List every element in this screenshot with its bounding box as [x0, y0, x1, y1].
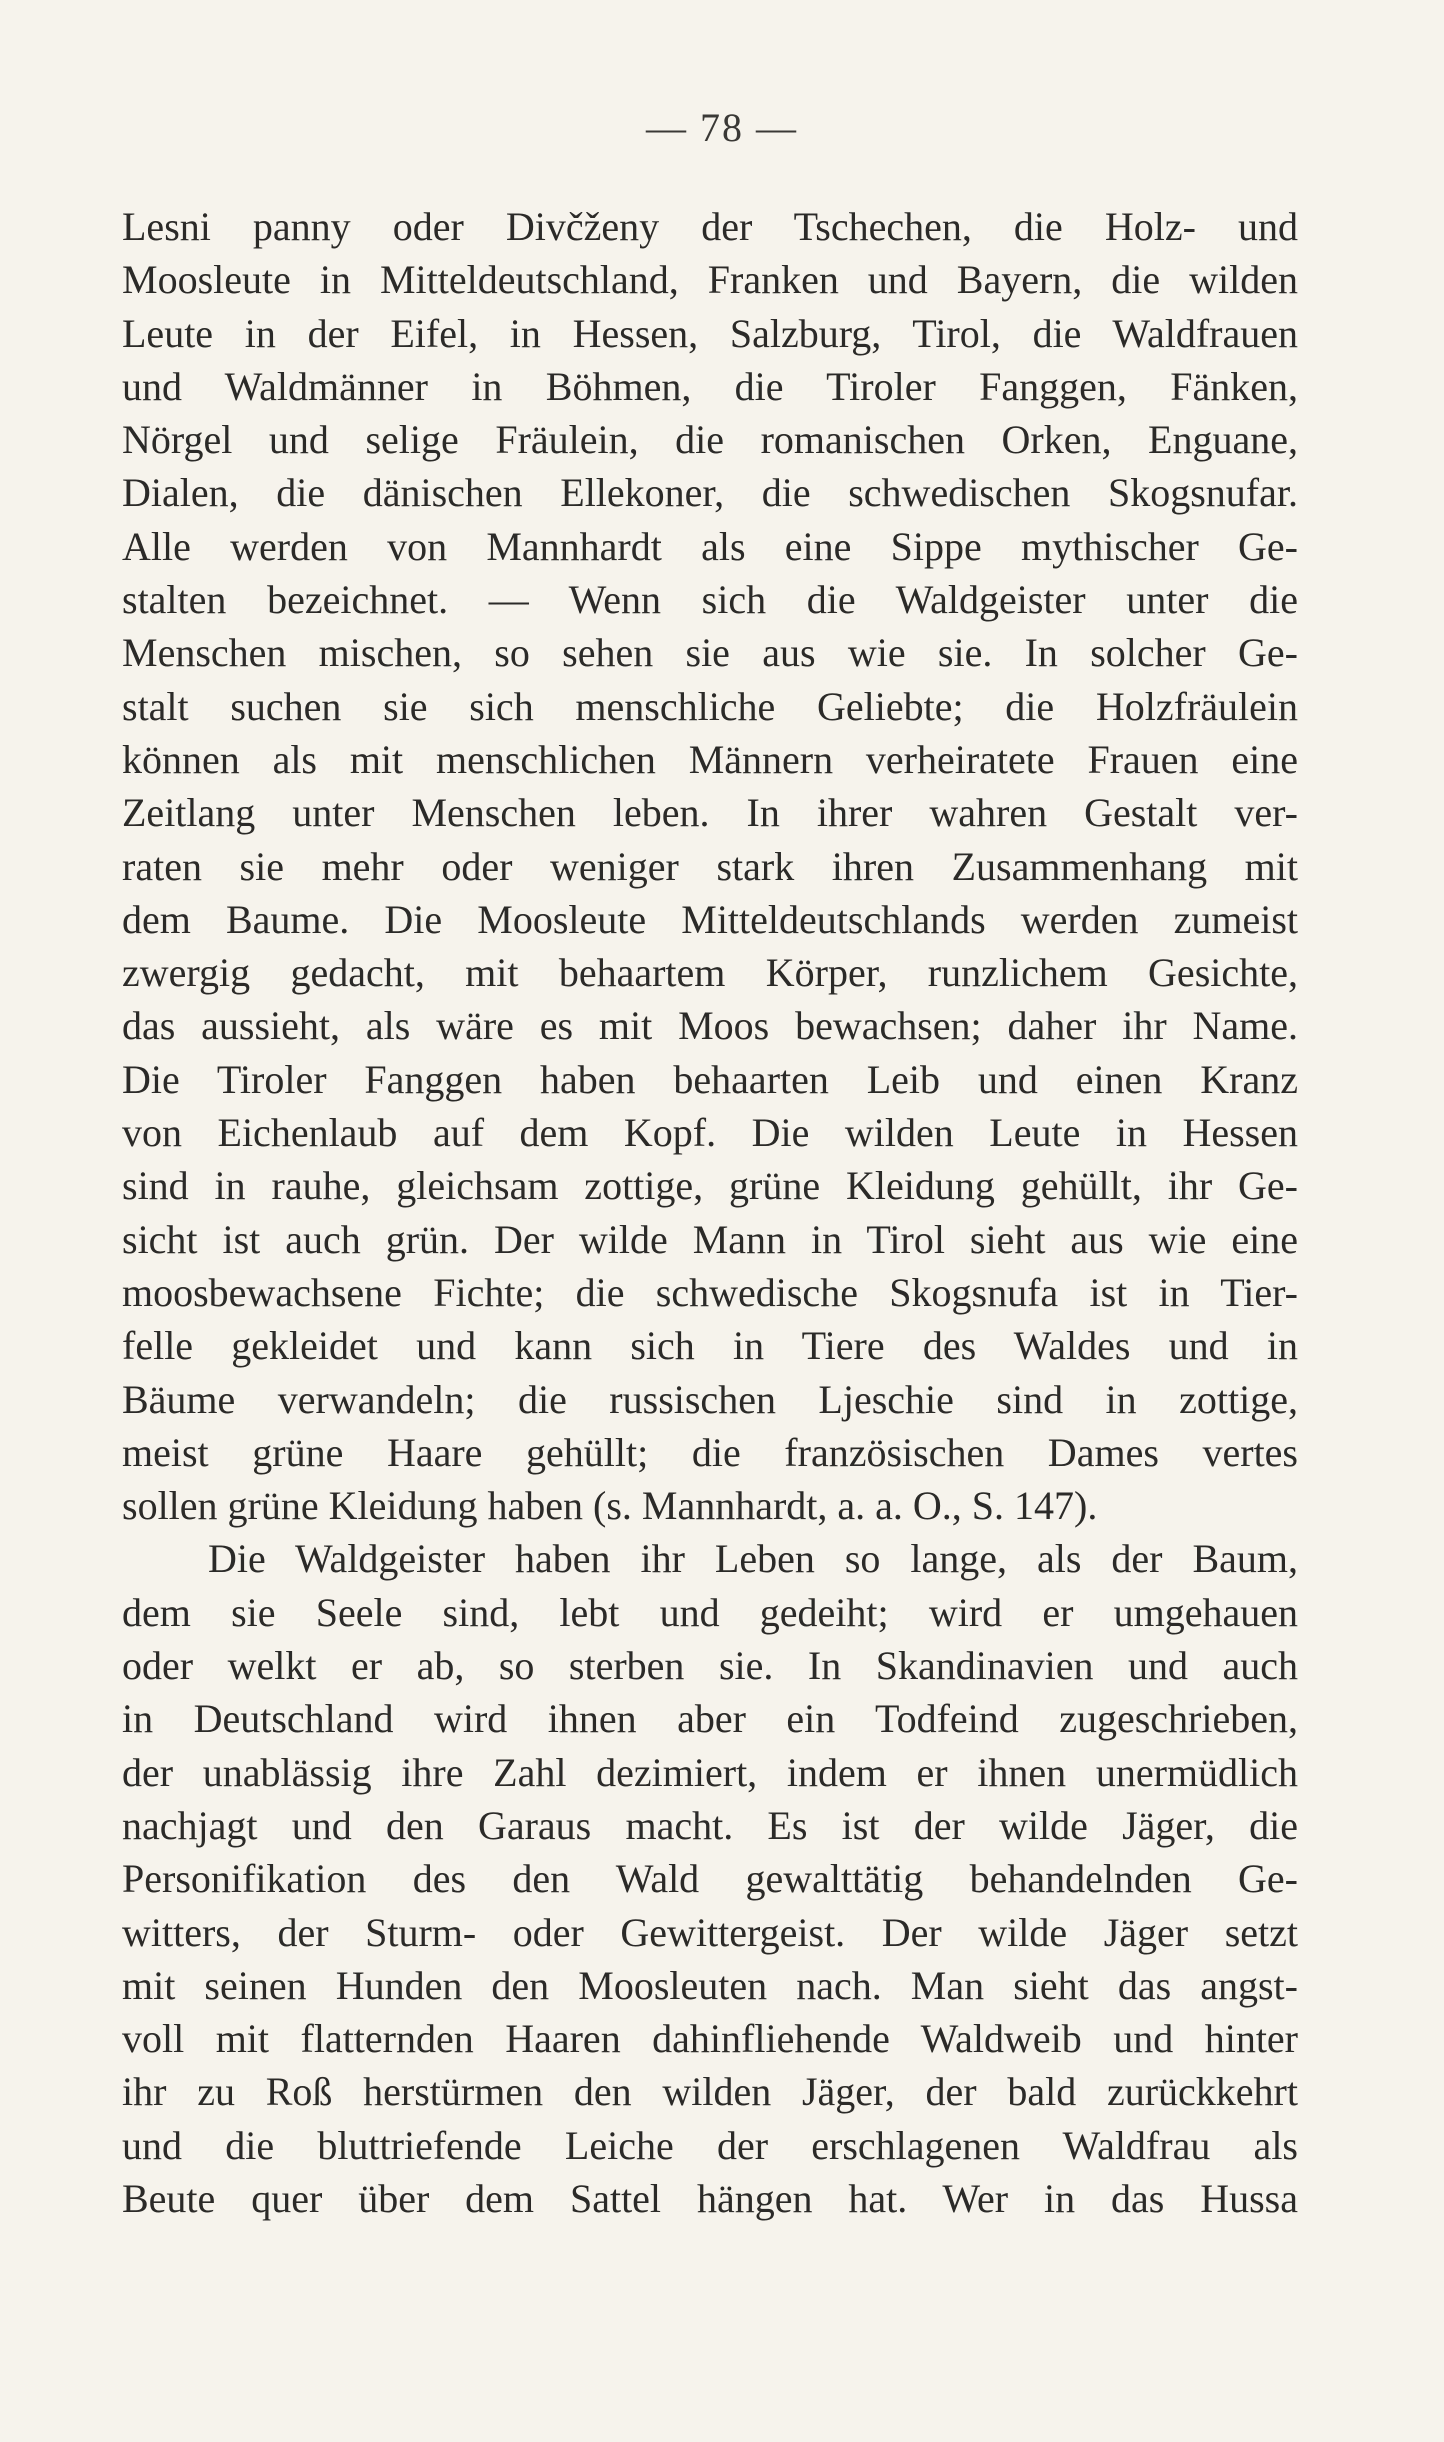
text-line: von Eichenlaub auf dem Kopf. Die wilden Leute in Hessen	[122, 1110, 1298, 1156]
text-line: nachjagt und den Garaus macht. Es ist der wilde Jäger, die	[122, 1802, 1298, 1848]
text-line: stalt suchen sie sich menschliche Geliebte; die Holzfräulein	[122, 683, 1298, 729]
text-line: sind in rauhe, gleichsam zottige, grüne Kleidung gehüllt, ihr Ge-	[122, 1163, 1298, 1209]
text-line: können als mit menschlichen Männern verheiratete Frauen eine	[122, 736, 1298, 782]
page-number: — 78 —	[646, 105, 798, 150]
text-line: Bäume verwandeln; die russischen Ljeschie sind in zottige,	[122, 1376, 1298, 1422]
text-line: Leute in der Eifel, in Hessen, Salzburg, Tirol, die Waldfrauen	[122, 310, 1298, 356]
text-line: Nörgel und selige Fräulein, die romanischen Orken, Enguane,	[122, 417, 1298, 463]
text-line: dem Baume. Die Moosleute Mitteldeutschlands werden zumeist	[122, 896, 1298, 942]
text-line: und die bluttriefende Leiche der erschlagenen Waldfrau als	[122, 2122, 1298, 2168]
text-line: Die Waldgeister haben ihr Leben so lange, als der Baum,	[208, 1536, 1298, 1582]
text-line: ihr zu Roß herstürmen den wilden Jäger, der bald zurückkehrt	[122, 2069, 1298, 2115]
text-line: oder welkt er ab, so sterben sie. In Skandinavien und auch	[122, 1643, 1298, 1689]
text-line: felle gekleidet und kann sich in Tiere des Waldes und in	[122, 1323, 1298, 1369]
text-line: und Waldmänner in Böhmen, die Tiroler Fanggen, Fänken,	[122, 363, 1298, 409]
text-line: Die Tiroler Fanggen haben behaarten Leib und einen Kranz	[122, 1056, 1298, 1102]
text-line: meist grüne Haare gehüllt; die französischen Dames vertes	[122, 1429, 1298, 1475]
text-line: Dialen, die dänischen Ellekoner, die schwedischen Skogsnufar.	[122, 470, 1298, 516]
text-line: zwergig gedacht, mit behaartem Körper, runzlichem Gesichte,	[122, 950, 1298, 996]
text-line: mit seinen Hunden den Moosleuten nach. Man sieht das angst-	[122, 1962, 1298, 2008]
text-line: Moosleute in Mitteldeutschland, Franken und Bayern, die wilden	[122, 257, 1298, 303]
text-line: stalten bezeichnet. — Wenn sich die Waldgeister unter die	[122, 577, 1298, 623]
text-line: Menschen mischen, so sehen sie aus wie sie. In solcher Ge-	[122, 630, 1298, 676]
paragraph	[122, 1532, 1298, 2225]
text-line: sollen grüne Kleidung haben (s. Mannhardt, a. a. O., S. 147).	[122, 1483, 1098, 1529]
text-line: voll mit flatternden Haaren dahinfliehende Waldweib und hinter	[122, 2016, 1298, 2062]
text-line: raten sie mehr oder weniger stark ihren Zusammenhang mit	[122, 843, 1298, 889]
text-line: der unablässig ihre Zahl dezimiert, indem er ihnen unermüdlich	[122, 1749, 1298, 1795]
text-line: Personifikation des den Wald gewalttätig behandelnden Ge-	[122, 1856, 1298, 1902]
paragraph	[122, 200, 1298, 1532]
body-text	[122, 200, 1298, 2225]
text-line: das aussieht, als wäre es mit Moos bewachsen; daher ihr Name.	[122, 1003, 1298, 1049]
text-line: sicht ist auch grün. Der wilde Mann in Tirol sieht aus wie eine	[122, 1216, 1298, 1262]
text-line: witters, der Sturm- oder Gewittergeist. Der wilde Jäger setzt	[122, 1909, 1298, 1955]
text-line: dem sie Seele sind, lebt und gedeiht; wird er umgehauen	[122, 1589, 1298, 1635]
text-line: moosbewachsene Fichte; die schwedische Skogsnufa ist in Tier-	[122, 1269, 1298, 1315]
text-line: Lesni panny oder Divčženy der Tschechen, die Holz- und	[122, 204, 1298, 249]
text-line: Alle werden von Mannhardt als eine Sippe mythischer Ge-	[122, 523, 1298, 569]
text-line: Beute quer über dem Sattel hängen hat. Wer in das Hussa	[122, 2175, 1298, 2221]
text-line: in Deutschland wird ihnen aber ein Todfeind zugeschrieben,	[122, 1696, 1298, 1742]
text-line: Zeitlang unter Menschen leben. In ihrer wahren Gestalt ver-	[122, 790, 1298, 836]
